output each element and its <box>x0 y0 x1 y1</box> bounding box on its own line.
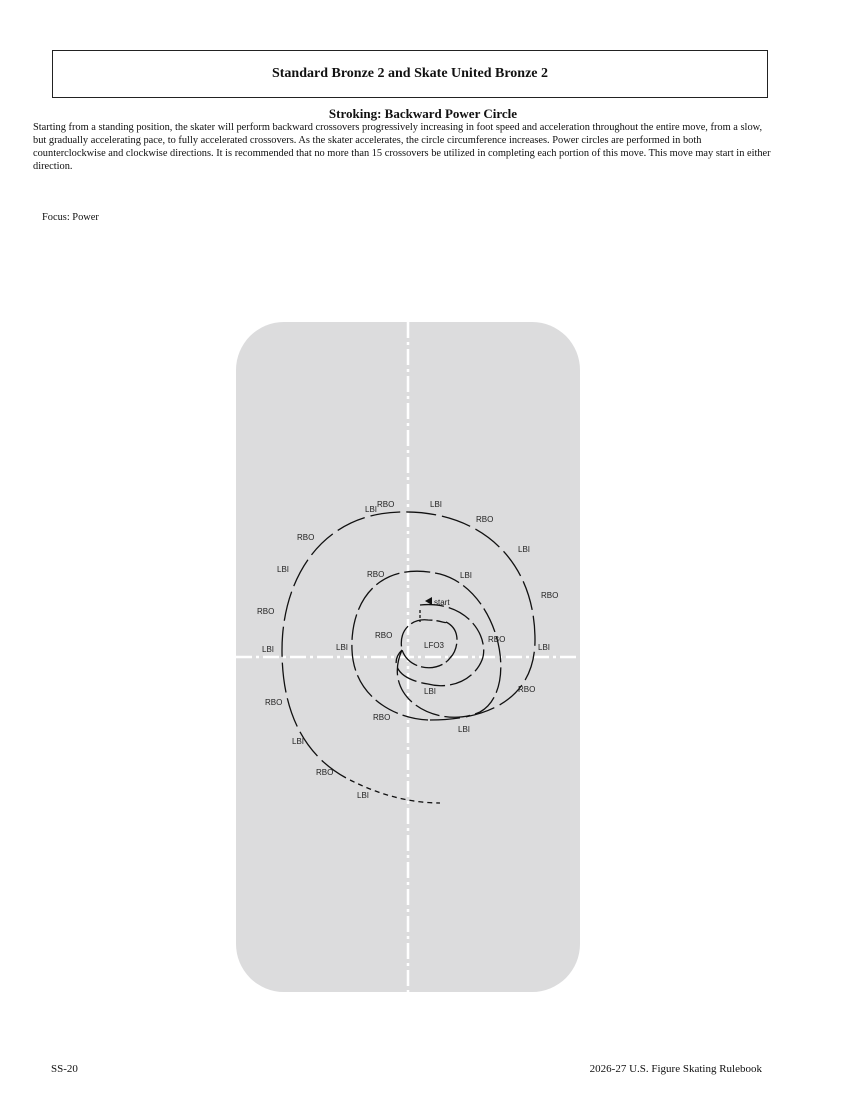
edge-label-rbo: RBO <box>265 698 283 707</box>
edge-label-lbi: LBI <box>430 500 443 509</box>
edge-label-rbo: RBO <box>316 768 334 777</box>
edge-label-rbo: RBO <box>488 635 506 644</box>
edge-label-rbo: RBO <box>518 685 536 694</box>
focus-text: Focus: Power <box>42 212 99 223</box>
edge-label-rbo: RBO <box>367 570 385 579</box>
footer-book-title: 2026-27 U.S. Figure Skating Rulebook <box>589 1063 762 1075</box>
edge-label-lbi: LBI <box>518 545 531 554</box>
edge-label-rbo: RBO <box>297 533 315 542</box>
edge-label-lbi: LBI <box>460 571 473 580</box>
section-description: Starting from a standing position, the skater will perform backward crossovers progressively increasing in foot speed and acceleration throughout the entire move, from a slow, but gradually accelerating pace, to fully accelerated crossovers. As the skater accelerates, the circle circumference increases. Power circles are performed in both counterclockwise and clockwise directions. It is recommended that no more than 15 crossovers be utilized in completing each portion of this move. This move may start in either direction. <box>33 122 771 172</box>
edge-label-rbo: RBO <box>476 515 494 524</box>
edge-label-lbi: LBI <box>365 505 378 514</box>
section-title: Stroking: Backward Power Circle <box>328 106 518 121</box>
edge-label-lbi: LBI <box>277 565 290 574</box>
edge-label-lbi: LBI <box>292 737 305 746</box>
power-circle-diagram <box>230 318 585 998</box>
edge-label-rbo: RBO <box>257 607 275 616</box>
edge-label-rbo: RBO <box>541 591 559 600</box>
edge-label-lbi: LBI <box>538 643 551 652</box>
page-title-box <box>52 50 768 98</box>
edge-label-lbi: LBI <box>458 725 471 734</box>
edge-label-rbo: RBO <box>377 500 395 509</box>
edge-label-rbo: RBO <box>373 713 391 722</box>
edge-label-lbi: LBI <box>424 687 437 696</box>
footer-page-number: SS-20 <box>51 1063 78 1075</box>
edge-label-rbo: RBO <box>375 631 393 640</box>
edge-label-lbi: LBI <box>357 791 370 800</box>
edge-label-lbi: LBI <box>262 645 275 654</box>
page-title: Standard Bronze 2 and Skate United Bronze 2 <box>271 66 548 81</box>
center-label: LFO3 <box>424 641 445 650</box>
edge-label-lbi: LBI <box>336 643 349 652</box>
start-label: start <box>434 598 450 607</box>
